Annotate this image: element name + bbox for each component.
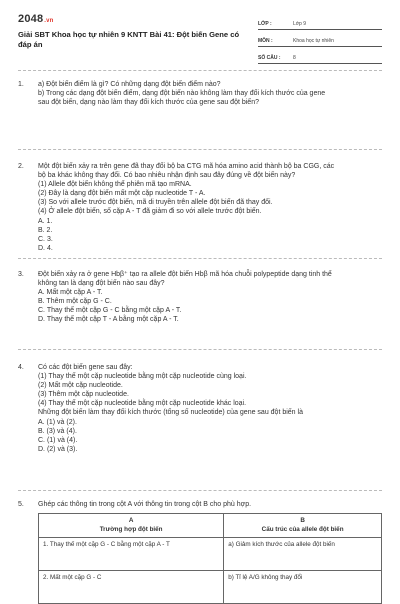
question-5 [18,500,382,509]
answer-option: B. 2. [38,226,53,234]
answer-option: A. (1) và (2). [38,418,77,426]
question-line: a) Đột biến điểm là gì? Có những dạng đột biến điểm nào? [38,81,221,88]
answer-option: C. Thay thế một cặp G - C bằng một cặp A - T. [38,307,182,315]
divider [18,149,382,150]
question-line: (1) Allele đột biến không thể phiên mã tạo mRNA. [38,181,192,189]
table-cell: a) Giảm kích thước của allele đột biến [224,538,382,571]
meta-key: LỚP : [258,20,272,27]
divider [18,258,382,259]
answer-option: D. 4. [38,244,53,252]
answer-option: D. (2) và (3). [38,445,78,453]
answer-option: B. Thêm một cặp G - C. [38,298,112,306]
question-body [38,162,382,253]
table-cell: 1. Thay thế một cặp G - C bằng một cặp A - T [39,538,224,571]
question-line: (2) Đây là dạng đột biến mất một cặp nucleotide T - A. [38,190,206,198]
answer-option: B. (3) và (4). [38,427,77,435]
question-number: 1. [18,81,24,88]
meta-info [258,14,382,65]
question-2 [18,162,382,253]
divider [18,70,382,71]
question-line: không tan là dạng đột biến nào sau đây? [38,280,165,288]
question-line: (3) Thêm một cặp nucleotide. [38,391,129,399]
question-line: (1) Thay thế một cặp nucleotide bằng một cặp nucleotide cùng loại. [38,373,247,381]
question-4 [18,363,382,454]
meta-row-count [258,48,382,64]
page-title: Giải SBT Khoa học tự nhiên 9 KNTT Bài 41: Đột biến Gene có đáp án [18,30,240,49]
answer-option: A. Mất một cặp A - T. [38,289,103,297]
question-line: sau đột biến, dạng nào làm thay đổi kích thước của gene sau đột biến? [38,99,259,107]
question-body [38,500,382,509]
divider [18,349,382,350]
meta-value: Khoa học tự nhiên [293,37,334,44]
question-line: Những đột biến làm thay đổi kích thước (tổng số nucleotide) của gene sau đột biến là [38,409,303,417]
question-line: Có các đột biến gene sau đây: [38,364,133,371]
column-a-header [39,514,224,538]
answer-option: A. 1. [38,217,53,225]
question-line: (3) So với allele trước đột biến, mã di truyền trên allele đột biến đã thay đổi. [38,199,273,207]
question-line: (2) Mất một cặp nucleotide. [38,382,123,390]
question-body [38,270,382,325]
question-body [38,363,382,454]
question-number: 5. [18,501,24,508]
column-b-header [224,514,382,538]
table-cell: b) Tỉ lệ A/G không thay đổi [224,571,382,604]
question-number: 4. [18,364,24,371]
meta-key: MÔN : [258,37,273,44]
table-row [39,571,382,604]
site-logo[interactable] [18,12,54,26]
question-line: (4) Thay thế một cặp nucleotide bằng một cặp nucleotide khác loại. [38,400,247,408]
answer-option: D. Thay thế một cặp T - A bằng một cặp A - T. [38,316,179,324]
column-title: Trường hợp đột biến [99,525,163,533]
question-3 [18,270,382,325]
meta-key: SỐ CÂU : [258,54,281,61]
table-header-row [39,514,382,538]
question-1 [18,80,382,107]
question-number: 3. [18,271,24,278]
question-line: Một đột biến xảy ra trên gene đã thay đổi bộ ba CTG mã hóa amino acid thành bộ ba CGG, các [38,163,335,170]
logo-main: 2048 [18,13,44,25]
meta-value: 8 [293,54,296,61]
column-letter: A [128,517,134,524]
column-letter: B [300,517,305,524]
matching-table [38,513,382,604]
question-line: b) Trong các dạng đột biến điểm, dạng đột biến nào không làm thay đổi kích thước của gene [38,90,326,98]
answer-option: C. (1) và (4). [38,436,78,444]
question-line: bộ ba khác không thay đổi. Có bao nhiêu nhận định sau đây đúng về đột biến này? [38,172,296,180]
question-number: 2. [18,163,24,170]
table-cell: 2. Mất một cặp G - C [39,571,224,604]
question-line: Đột biến xảy ra ở gene Hbβ⁺ tạo ra allele đột biến Hbβ mã hóa chuỗi polypeptide dạng tinh thể [38,271,332,278]
column-title: Cấu trúc của allele đột biến [261,525,344,533]
header [18,12,382,66]
logo-suffix: .vn [44,18,54,24]
question-line: Ghép các thông tin trong cột A với thông tin trong cột B cho phù hợp. [38,501,252,508]
meta-row-subject [258,31,382,47]
meta-row-grade [258,14,382,30]
question-body [38,80,382,107]
table-row [39,538,382,571]
divider [18,490,382,491]
answer-option: C. 3. [38,235,53,243]
question-line: (4) Ở allele đột biến, số cặp A - T đã giảm đi so với allele trước đột biến. [38,208,262,216]
meta-value: Lớp 9 [293,20,307,27]
